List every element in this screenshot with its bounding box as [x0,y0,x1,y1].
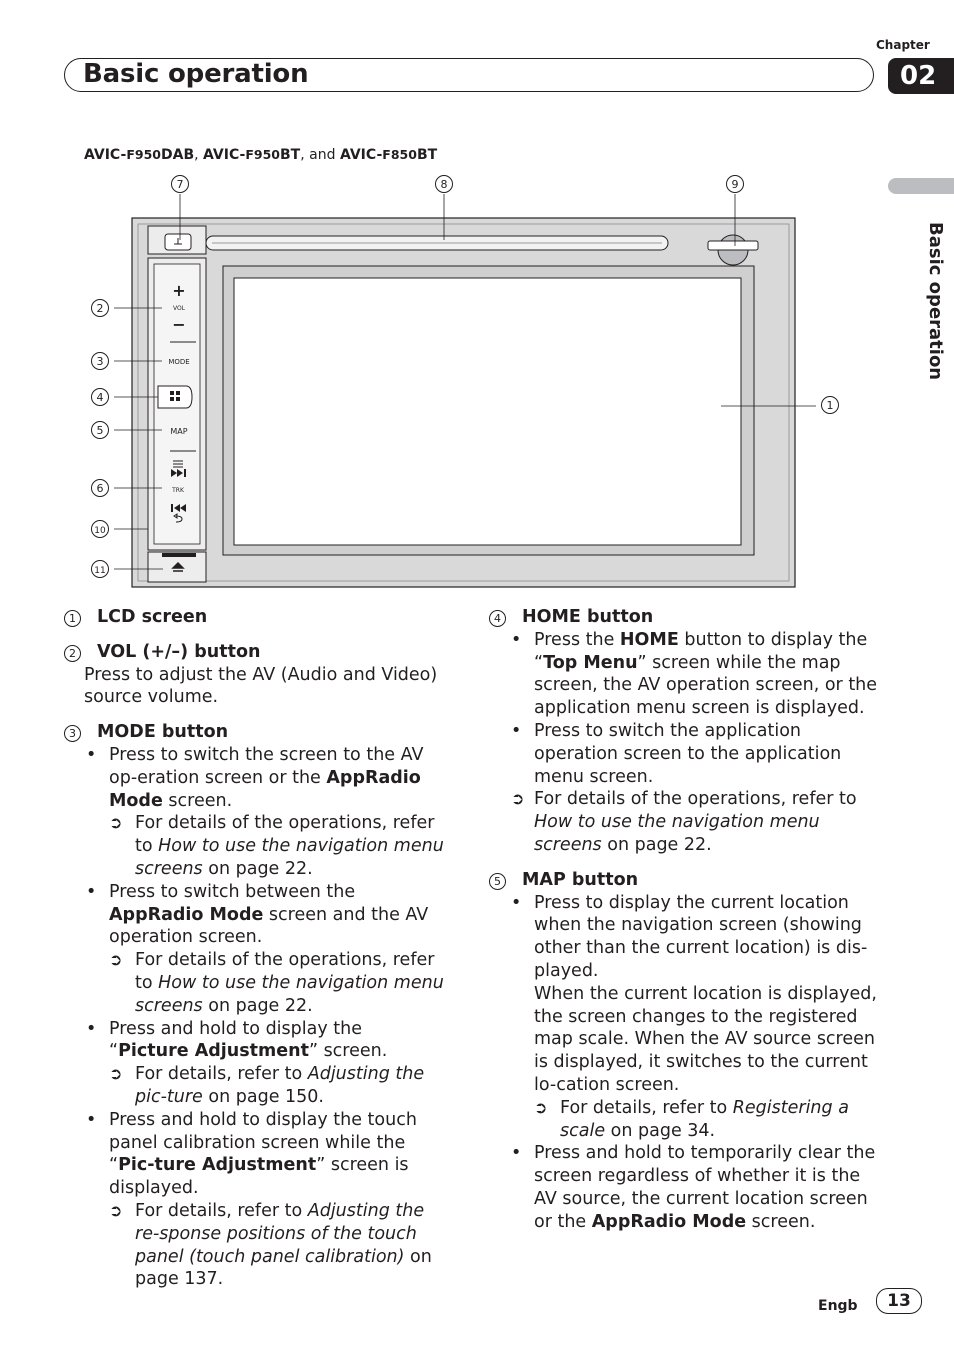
bullet-item: • Press to display the current location when the navigation screen (showing other than the current location) is dis-played. When the current location is displayed, the screen changes to the registered map scale. When the AV source screen is displayed, it switches to the current lo-cation screen. [511,892,877,1095]
left-column [64,606,444,1291]
vol-minus-symbol: − [172,315,186,334]
callout-7 [172,176,189,193]
callout-5 [92,422,109,439]
callout-8 [436,176,453,193]
page-title: Basic operation [83,59,309,89]
map-label: MAP [170,427,188,436]
note-reference: ➲ For details of the operations, refer to How to use the navigation menu screens on page 22. [109,813,444,879]
home-button-shape [158,386,192,408]
bullet-item: • Press to switch the application operation screen to the application menu screen. [511,720,842,787]
svg-text:1: 1 [826,399,834,412]
section-home-title: 4 HOME button [489,606,879,629]
arrow-icon: ➲ [109,813,123,833]
svg-text:3: 3 [96,355,104,368]
model-name: AVIC-F950BT, and [203,147,340,163]
section-lcd-title: 1 LCD screen [64,606,444,629]
bullet-item: • Press the HOME button to display the “Top Menu” screen while the map screen, the AV operation screen, or the application menu screen is displayed. [511,629,878,719]
chapter-label: Chapter [876,38,930,52]
note-reference: ➲ For details of the operations, refer to How to use the navigation menu screens on page 22. [511,789,857,855]
svg-text:4: 4 [96,391,104,404]
note-reference: ➲ For details, refer to Registering a scale on page 34. [534,1097,849,1141]
callout-4 [92,389,109,406]
bullet-item: • Press and hold to display the “Picture Adjustment” screen. [86,1018,388,1062]
right-column [489,606,879,1234]
svg-text:5: 5 [96,424,104,437]
note-reference: ➲ For details of the operations, refer to How to use the navigation menu screens on page 22. [109,950,444,1016]
mode-label: MODE [168,358,190,366]
callout-2 [92,300,109,317]
model-name: AVIC-F950DAB, [84,147,204,163]
svg-text:11: 11 [94,566,106,576]
device-figure [0,0,954,600]
trk-label: TRK [172,487,184,494]
svg-text:8: 8 [440,178,448,191]
svg-text:6: 6 [96,482,104,495]
bullet-item: • Press to switch the screen to the AV op-eration screen or the AppRadio Mode screen. [86,744,424,811]
note-reference: ➲ For details, refer to Adjusting the re-sponse positions of the touch panel (touch panel calibration) on page 137. [109,1200,432,1290]
section-vol-title: 2 VOL (+/–) button [64,641,444,664]
callout-9 [727,176,744,193]
svg-text:10: 10 [94,526,106,536]
language-code: Engb [818,1298,858,1314]
callout-6 [92,480,109,497]
arrow-icon: ➲ [511,789,525,809]
arrow-icon: ➲ [534,1097,548,1117]
callout-11 [92,561,109,578]
section-mode-title: 3 MODE button [64,721,444,744]
chapter-number-badge: 02 [888,58,954,94]
side-tab-label: Basic operation [925,222,946,381]
arrow-icon: ➲ [109,1200,123,1220]
callout-3 [92,353,109,370]
callout-10 [92,521,109,538]
model-name: AVIC-F850BT [339,147,438,163]
vol-plus-symbol: + [172,281,186,300]
section-vol-body: Press to adjust the AV (Audio and Video) source volume. [84,664,438,708]
page-number: 13 [876,1288,922,1314]
callout-1 [822,397,839,414]
arrow-icon: ➲ [109,1064,123,1084]
svg-text:7: 7 [176,178,184,191]
section-map-title: 5 MAP button [489,869,879,892]
vol-label: VOL [172,305,186,312]
svg-text:2: 2 [96,302,104,315]
lcd-screen [234,278,741,545]
bullet-item: • Press and hold to display the touch panel calibration screen while the “Pic-ture Adjustment” screen is displayed. [86,1109,417,1199]
note-reference: ➲ For details, refer to Adjusting the pic-ture on page 150. [109,1064,425,1107]
bullet-item: • Press and hold to temporarily clear the screen regardless of whether it is the AV source, the current location screen or the AppRadio Mode screen. [511,1143,876,1232]
arrow-icon: ➲ [109,950,123,970]
bullet-item: • Press to switch between the AppRadio Mode screen and the AV operation screen. [86,881,429,948]
svg-text:9: 9 [731,178,739,191]
